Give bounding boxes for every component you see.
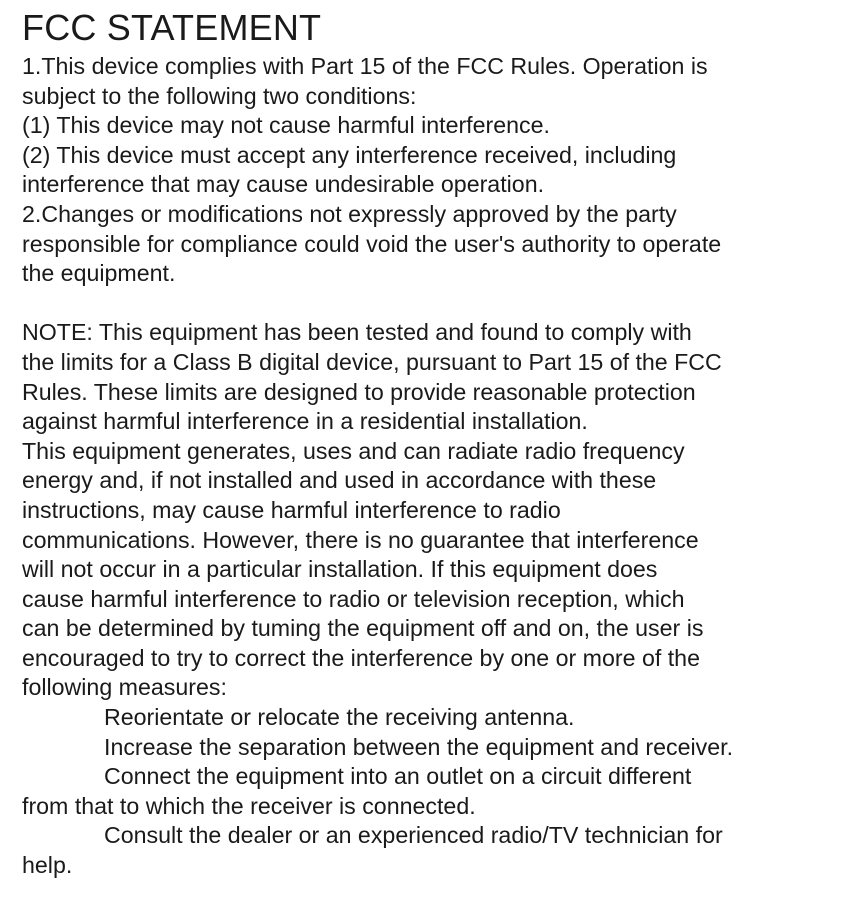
measure-item-reorient: Reorientate or relocate the receiving antenna. — [104, 704, 575, 731]
text-line: subject to the following two conditions: — [22, 82, 417, 109]
text-line: (2) This device must accept any interference received, including — [22, 141, 677, 168]
paragraph-gap — [22, 289, 834, 319]
fcc-statement-document — [22, 8, 834, 881]
text-line: responsible for compliance could void the user's authority to operate — [22, 230, 722, 257]
section-note — [22, 318, 834, 703]
text-line: interference that may cause undesirable operation. — [22, 171, 545, 198]
measure-item-outlet: Connect the equipment into an outlet on a circuit different — [104, 763, 692, 790]
text-line: instructions, may cause harmful interference to radio — [22, 496, 561, 523]
text-line: can be determined by tuming the equipment off and on, the user is — [22, 615, 704, 642]
text-line: 2.Changes or modifications not expressly approved by the party — [22, 200, 677, 227]
measure-item-consult: Consult the dealer or an experienced radio/TV technician for — [104, 822, 723, 849]
text-line: Rules. These limits are designed to provide reasonable protection — [22, 378, 696, 405]
text-line: NOTE: This equipment has been tested and found to comply with — [22, 319, 692, 346]
text-line: (1) This device may not cause harmful interference. — [22, 112, 550, 139]
text-line: against harmful interference in a residential installation. — [22, 408, 588, 435]
text-line: will not occur in a particular installation. If this equipment does — [22, 556, 658, 583]
section-measures — [22, 703, 834, 881]
text-line: the equipment. — [22, 260, 176, 287]
text-line: This equipment generates, uses and can radiate radio frequency — [22, 437, 685, 464]
text-line: following measures: — [22, 674, 227, 701]
measure-item-consult-continued: help. — [22, 852, 73, 879]
document-title: FCC STATEMENT — [22, 7, 322, 48]
measure-item-separation: Increase the separation between the equipment and receiver. — [104, 733, 734, 760]
section-compliance — [22, 52, 834, 289]
text-line: communications. However, there is no guarantee that interference — [22, 526, 699, 553]
measure-item-outlet-continued: from that to which the receiver is connected. — [22, 792, 476, 819]
text-line: encouraged to try to correct the interference by one or more of the — [22, 644, 700, 671]
text-line: the limits for a Class B digital device, pursuant to Part 15 of the FCC — [22, 348, 722, 375]
text-line: cause harmful interference to radio or television reception, which — [22, 585, 685, 612]
text-line: energy and, if not installed and used in accordance with these — [22, 467, 657, 494]
text-line: 1.This device complies with Part 15 of the FCC Rules. Operation is — [22, 53, 708, 79]
